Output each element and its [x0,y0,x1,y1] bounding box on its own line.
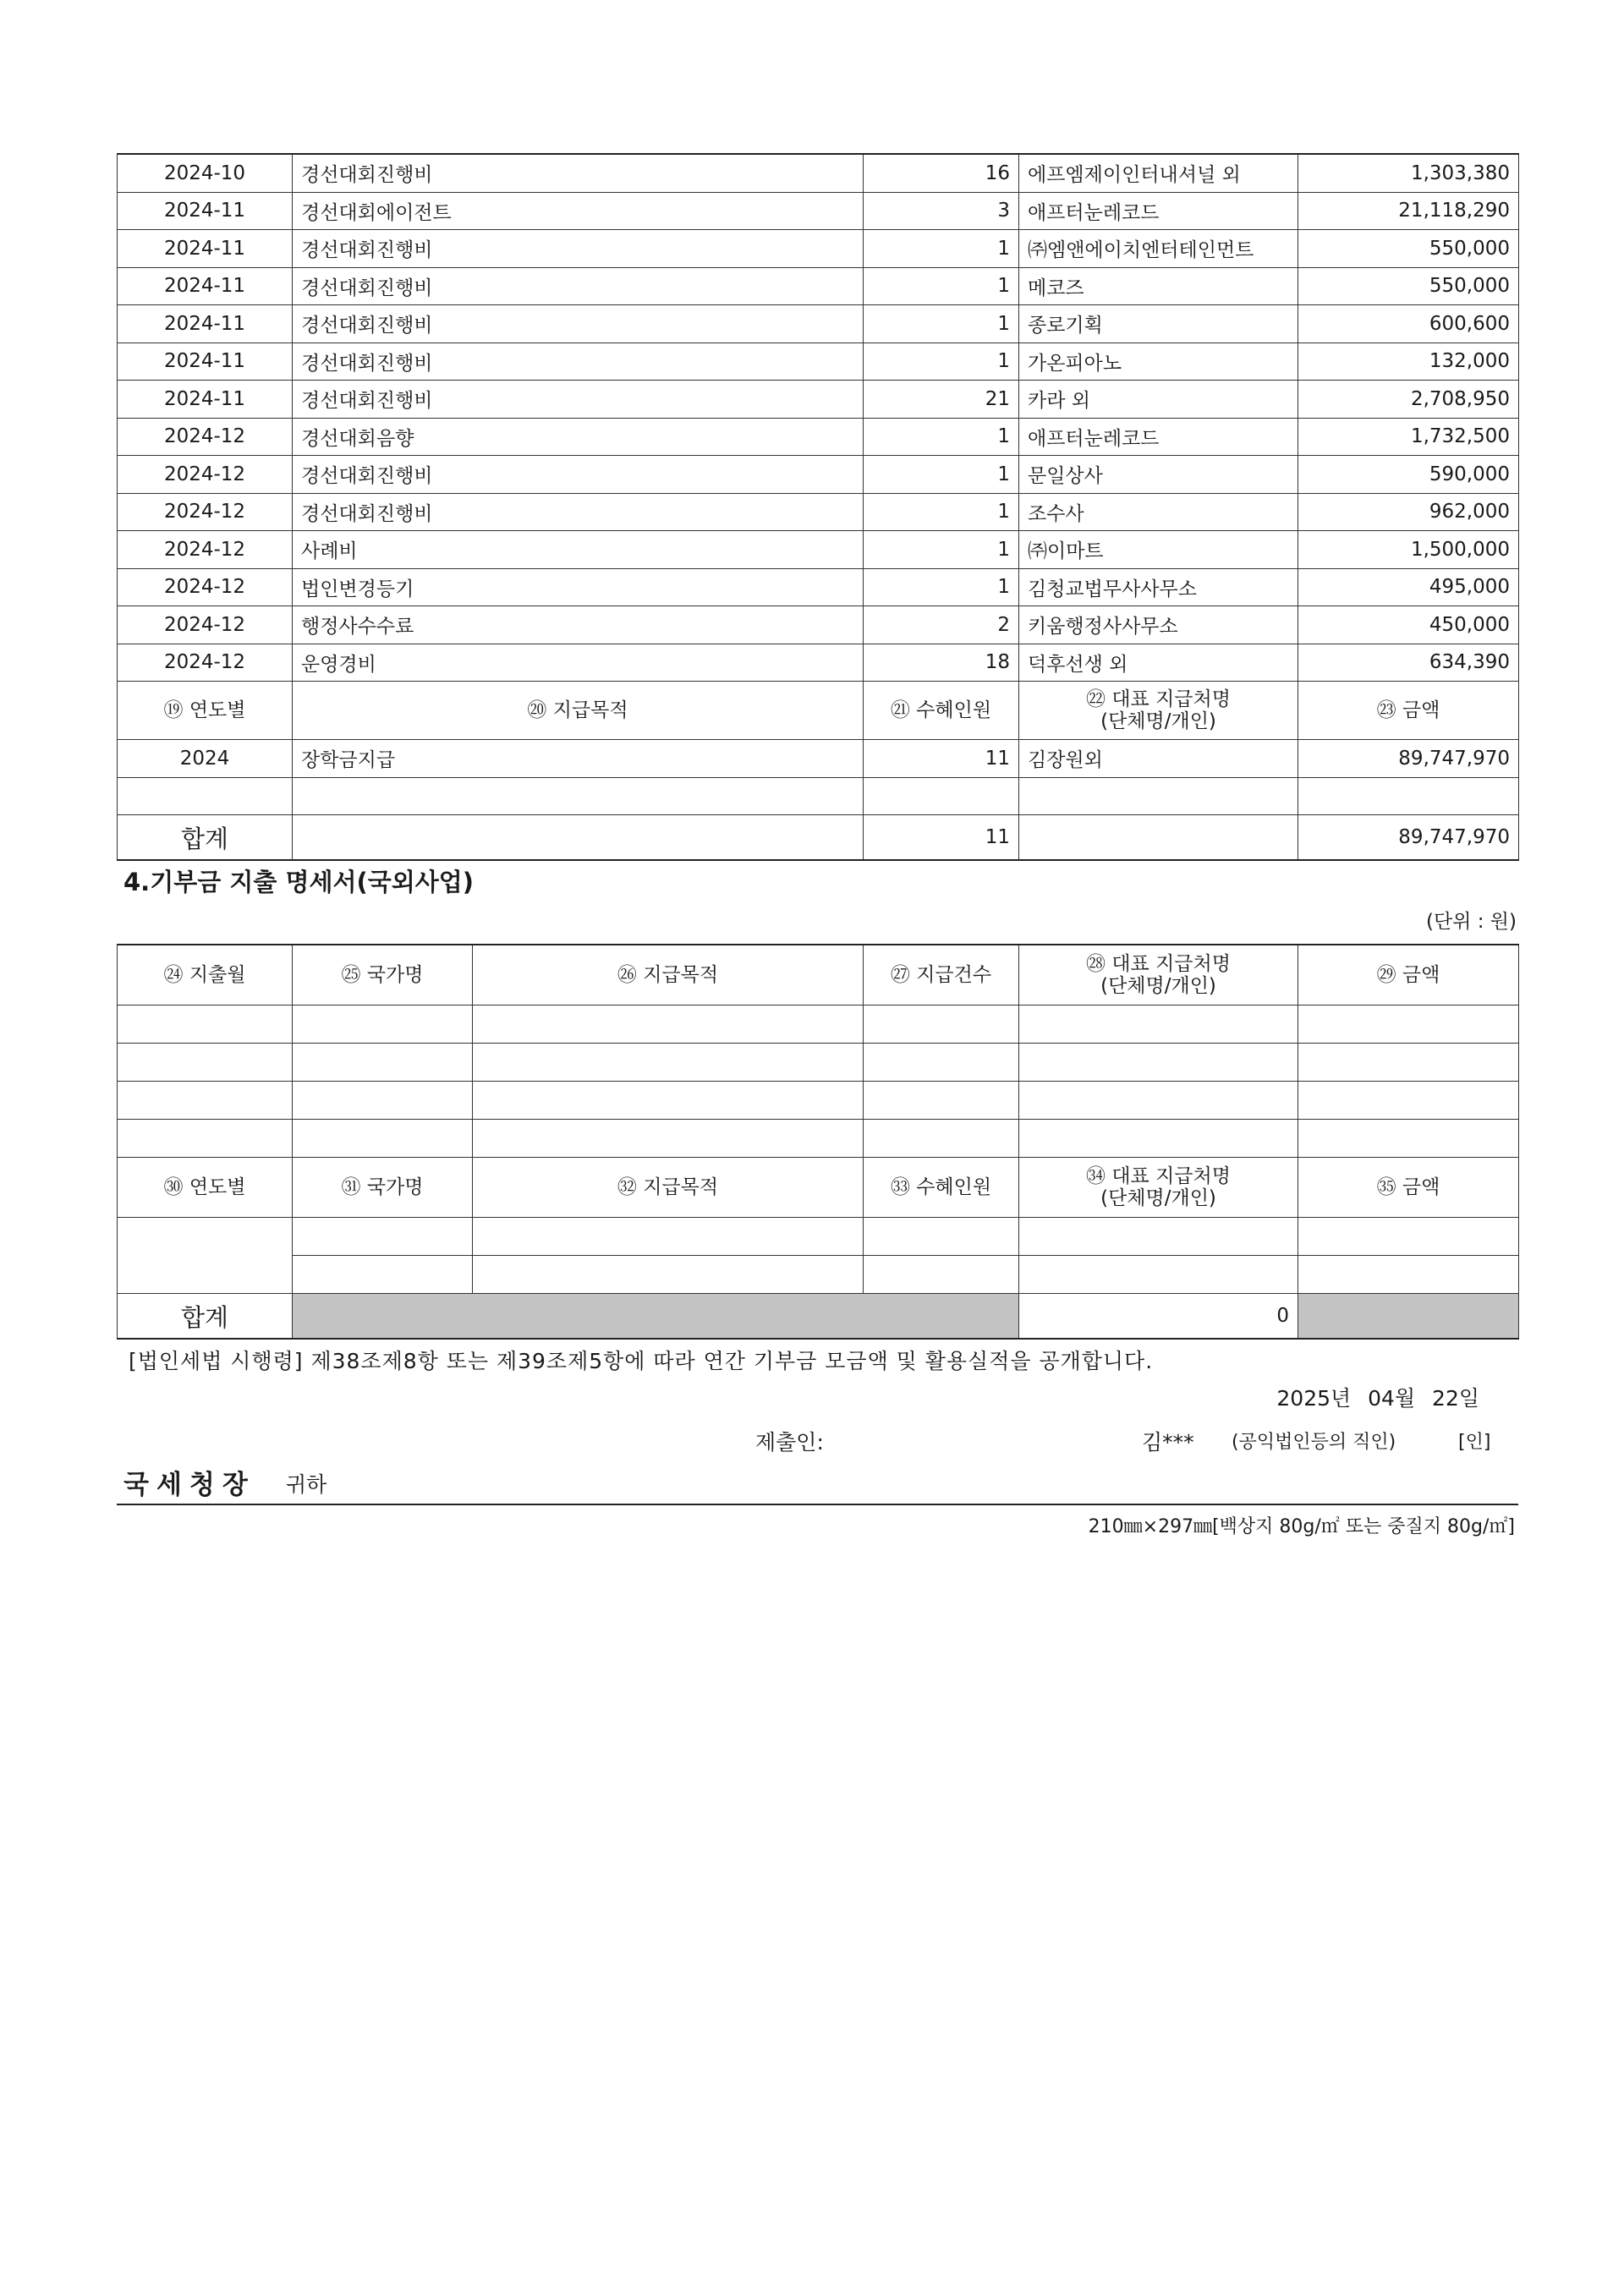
header-year: ㉚ 연도별 [118,1158,293,1218]
row-amount: 600,600 [1298,305,1519,343]
table-row [118,606,1519,644]
row-count: 21 [864,381,1019,419]
row-period: 2024-11 [118,342,293,381]
row-payee: 문일상사 [1019,456,1298,494]
header-payee-line1: ㉞ 대표 지급처명 [1086,1165,1231,1187]
row-amount: 1,732,500 [1298,418,1519,456]
row-count: 16 [864,154,1019,192]
yearly-row [118,740,1519,778]
empty-row [118,1006,1519,1044]
total-beneficiaries: 0 [1019,1294,1298,1340]
row-payee: 김청교법무사사무소 [1019,568,1298,606]
submit-label: 제출인: [755,1430,824,1455]
row-amount: 1,500,000 [1298,531,1519,569]
row-period: 2024-12 [118,493,293,531]
domestic-total-row [118,815,1519,861]
table-row [118,493,1519,531]
header-payee [1019,945,1298,1006]
document-page [117,153,1518,1538]
yearly-header-row [118,682,1519,740]
empty-row [118,1256,1519,1294]
row-period: 2024-10 [118,154,293,192]
header-payee-line2: (단체명/개인) [1100,710,1216,732]
row-count: 1 [864,568,1019,606]
table-row [118,305,1519,343]
header-country: ㉕ 국가명 [293,945,473,1006]
seal-mark: [인] [1458,1432,1491,1453]
empty-row [118,1082,1519,1120]
table-row [118,418,1519,456]
row-payee: 덕후선생 외 [1019,644,1298,682]
header-amount: ㉙ 금액 [1298,945,1519,1006]
yearly-beneficiaries: 11 [864,740,1019,778]
header-purpose: ㉜ 지급목적 [473,1158,864,1218]
row-purpose: 경선대회진행비 [293,493,864,531]
row-count: 1 [864,342,1019,381]
row-period: 2024-12 [118,531,293,569]
row-period: 2024-11 [118,305,293,343]
row-amount: 962,000 [1298,493,1519,531]
empty-row [118,1044,1519,1082]
row-purpose: 사례비 [293,531,864,569]
row-purpose: 경선대회진행비 [293,456,864,494]
table-row [118,381,1519,419]
row-period: 2024-12 [118,418,293,456]
row-count: 18 [864,644,1019,682]
row-purpose: 운영경비 [293,644,864,682]
row-amount: 132,000 [1298,342,1519,381]
row-amount: 2,708,950 [1298,381,1519,419]
row-purpose: 경선대회진행비 [293,154,864,192]
table-row [118,342,1519,381]
monthly-header-row [118,945,1519,1006]
row-count: 3 [864,192,1019,230]
row-count: 1 [864,418,1019,456]
unit-label: (단위 : 원) [1426,911,1517,933]
row-amount: 550,000 [1298,230,1519,268]
honorific: 귀하 [286,1472,327,1497]
row-purpose: 경선대회진행비 [293,305,864,343]
row-count: 2 [864,606,1019,644]
row-purpose: 법인변경등기 [293,568,864,606]
row-payee: ㈜이마트 [1019,531,1298,569]
row-count: 1 [864,267,1019,305]
submitter-row [117,1419,1518,1460]
gray-cell [293,1294,1019,1340]
row-period: 2024-12 [118,568,293,606]
row-count: 1 [864,493,1019,531]
header-payee [1019,1158,1298,1218]
table-row [118,230,1519,268]
row-amount: 550,000 [1298,267,1519,305]
yearly-year: 2024 [118,740,293,778]
table-row [118,568,1519,606]
row-amount: 450,000 [1298,606,1519,644]
table-row [118,456,1519,494]
row-purpose: 경선대회음향 [293,418,864,456]
overseas-expenditure-table [117,944,1519,1340]
yearly-purpose: 장학금지급 [293,740,864,778]
header-year: ⑲ 연도별 [118,682,293,740]
header-month: ㉔ 지출월 [118,945,293,1006]
empty-row [118,1218,1519,1256]
header-country: ㉛ 국가명 [293,1158,473,1218]
overseas-total-row [118,1294,1519,1340]
row-payee: 키움행정사사무소 [1019,606,1298,644]
domestic-expenditure-table [117,153,1519,861]
submitter-name: 김*** [1142,1430,1194,1455]
header-purpose: ⑳ 지급목적 [293,682,864,740]
total-beneficiaries: 11 [864,815,1019,861]
header-payee-line1: ㉘ 대표 지급처명 [1086,953,1231,975]
row-count: 1 [864,230,1019,268]
row-period: 2024-11 [118,381,293,419]
row-amount: 634,390 [1298,644,1519,682]
header-purpose: ㉖ 지급목적 [473,945,864,1006]
row-payee: 가온피아노 [1019,342,1298,381]
table-row [118,154,1519,192]
row-payee: 카라 외 [1019,381,1298,419]
row-amount: 590,000 [1298,456,1519,494]
header-beneficiaries: ㉝ 수혜인원 [864,1158,1019,1218]
paper-spec: 210㎜×297㎜[백상지 80g/㎡ 또는 중질지 80g/㎡] [1088,1516,1515,1537]
row-purpose: 경선대회에이전트 [293,192,864,230]
row-purpose: 경선대회진행비 [293,267,864,305]
header-beneficiaries: ㉑ 수혜인원 [864,682,1019,740]
header-amount: ㉟ 금액 [1298,1158,1519,1218]
header-payee-line2: (단체명/개인) [1100,1187,1216,1209]
table-row [118,192,1519,230]
table-row [118,644,1519,682]
header-count: ㉗ 지급건수 [864,945,1019,1006]
row-count: 1 [864,531,1019,569]
domestic-rows [118,154,1519,682]
yearly-payee: 김장원외 [1019,740,1298,778]
row-payee: 조수사 [1019,493,1298,531]
recipient-row [117,1460,1518,1505]
row-period: 2024-12 [118,606,293,644]
yearly-amount: 89,747,970 [1298,740,1519,778]
row-period: 2024-12 [118,456,293,494]
row-purpose: 경선대회진행비 [293,342,864,381]
total-label: 합계 [118,815,293,861]
row-count: 1 [864,456,1019,494]
header-payee [1019,682,1298,740]
row-payee: 애프터눈레코드 [1019,192,1298,230]
submission-date: 2025년 04월 22일 [1276,1386,1479,1411]
recipient: 국세청장 [123,1470,255,1500]
table-row [118,531,1519,569]
header-amount: ㉓ 금액 [1298,682,1519,740]
header-payee-line1: ㉒ 대표 지급처명 [1086,688,1231,710]
row-payee: ㈜엠앤에이치엔터테인먼트 [1019,230,1298,268]
row-purpose: 행정사수수료 [293,606,864,644]
total-label: 합계 [118,1294,293,1340]
row-amount: 1,303,380 [1298,154,1519,192]
row-amount: 21,118,290 [1298,192,1519,230]
empty-row [118,1120,1519,1158]
empty-row [118,777,1519,815]
row-period: 2024-11 [118,230,293,268]
overseas-yearly-header-row [118,1158,1519,1218]
row-purpose: 경선대회진행비 [293,381,864,419]
submitter-role: (공익법인등의 직인) [1232,1432,1396,1453]
legal-notice: [법인세법 시행령] 제38조제8항 또는 제39조제5항에 따라 연간 기부금 모금액 및 활용실적을 공개합니다. [129,1349,1154,1373]
total-amount: 89,747,970 [1298,815,1519,861]
row-period: 2024-11 [118,192,293,230]
row-payee: 메코즈 [1019,267,1298,305]
row-period: 2024-12 [118,644,293,682]
row-amount: 495,000 [1298,568,1519,606]
overseas-section-title: 4.기부금 지출 명세서(국외사업) [123,868,475,896]
row-period: 2024-11 [118,267,293,305]
table-row [118,267,1519,305]
row-payee: 애프터눈레코드 [1019,418,1298,456]
row-payee: 종로기획 [1019,305,1298,343]
row-count: 1 [864,305,1019,343]
gray-cell [1298,1294,1519,1340]
header-payee-line2: (단체명/개인) [1100,975,1216,997]
row-payee: 에프엠제이인터내셔널 외 [1019,154,1298,192]
row-purpose: 경선대회진행비 [293,230,864,268]
